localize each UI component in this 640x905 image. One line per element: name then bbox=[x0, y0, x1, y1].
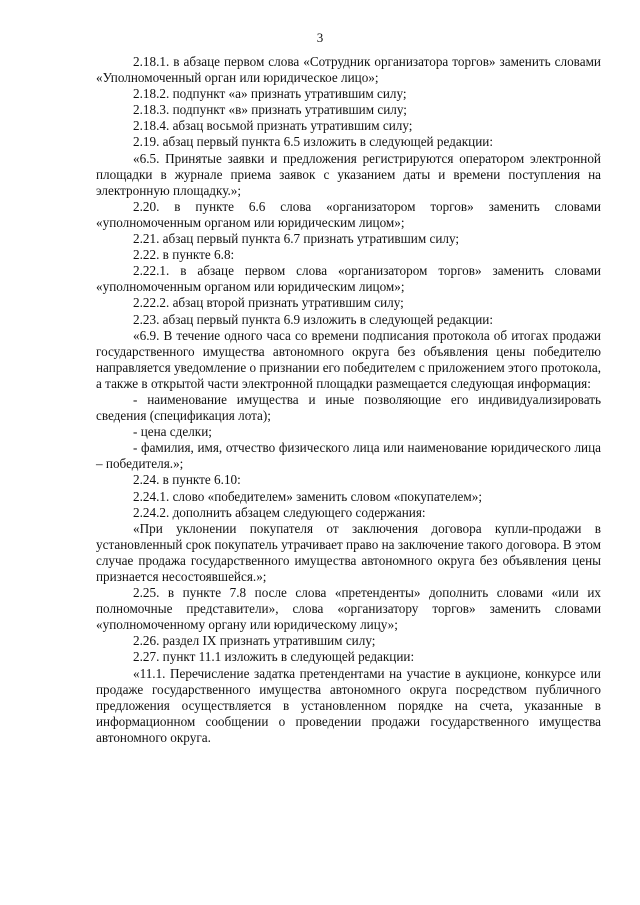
quote-evasion: «При уклонении покупателя от заключения договора купли-продажи в установленный срок покупатель утрачивает право на заключение такого договора. В этом случае продажа государственного имущества автономного округа без объявления цены признается несостоявшейся.»; bbox=[96, 520, 601, 584]
paragraph-2-24-2: 2.24.2. дополнить абзацем следующего содержания: bbox=[133, 504, 426, 520]
paragraph-2-24-1: 2.24.1. слово «победителем» заменить словом «покупателем»; bbox=[133, 488, 483, 504]
paragraph-2-21: 2.21. абзац первый пункта 6.7 признать утратившим силу; bbox=[133, 231, 460, 247]
list-item-name: - наименование имущества и иные позволяющие его индивидуализировать сведения (спецификация лота); bbox=[96, 391, 601, 424]
list-item-winner: - фамилия, имя, отчество физического лица или наименование юридического лица – победителя.»; bbox=[96, 440, 601, 472]
quote-6-5: «6.5. Принятые заявки и предложения регистрируются оператором электронной площадки в журнале приема заявок с указанием даты и времени поступления на электронную площадку.»; bbox=[96, 150, 601, 198]
paragraph-2-19: 2.19. абзац первый пункта 6.5 изложить в следующей редакции: bbox=[133, 134, 493, 150]
document-body bbox=[96, 54, 601, 746]
paragraph-2-26: 2.26. раздел IX признать утратившим силу; bbox=[133, 633, 376, 649]
paragraph-2-18-2: 2.18.2. подпункт «а» признать утратившим силу; bbox=[133, 86, 407, 102]
paragraph-2-25: 2.25. в пункте 7.8 после слова «претенденты» дополнить словами «или их полномочные представители», слова «организатору торгов» заменить словами «уполномоченному органу или юридическому лицу»; bbox=[96, 585, 601, 633]
paragraph-2-18-3: 2.18.3. подпункт «в» признать утратившим силу; bbox=[133, 102, 407, 118]
paragraph-2-20: 2.20. в пункте 6.6 слова «организатором торгов» заменить словами «уполномоченным органом или юридическим лицом»; bbox=[96, 198, 601, 230]
paragraph-2-27: 2.27. пункт 11.1 изложить в следующей редакции: bbox=[133, 649, 415, 665]
paragraph-2-23: 2.23. абзац первый пункта 6.9 изложить в следующей редакции: bbox=[133, 311, 493, 327]
paragraph-2-22-2: 2.22.2. абзац второй признать утратившим силу; bbox=[133, 295, 404, 311]
paragraph-2-22: 2.22. в пункте 6.8: bbox=[133, 247, 235, 263]
quote-6-9: «6.9. В течение одного часа со времени подписания протокола об итогах продажи государственного имущества автономного округа без объявления цены победителю направляется уведомление о признании его победителем с приложением этого протокола, а также в открытой части электронной площадки размещается следующая информация: bbox=[96, 327, 601, 391]
page-number: 3 bbox=[316, 30, 324, 45]
paragraph-2-18-4: 2.18.4. абзац восьмой признать утратившим силу; bbox=[133, 118, 413, 134]
paragraph-2-24: 2.24. в пункте 6.10: bbox=[133, 472, 241, 488]
list-item-price: - цена сделки; bbox=[133, 424, 212, 440]
quote-11-1: «11.1. Перечисление задатка претендентами на участие в аукционе, конкурсе или продаже государственного имущества автономного округа посредством публичного предложения осуществляется в установленном порядке на счета, указанные в информационном сообщении о проведении продажи государственного имущества автономного округа. bbox=[96, 665, 601, 745]
paragraph-2-18-1: 2.18.1. в абзаце первом слова «Сотрудник организатора торгов» заменить словами «Уполномоченный орган или юридическое лицо»; bbox=[96, 54, 601, 86]
paragraph-2-22-1: 2.22.1. в абзаце первом слова «организатором торгов» заменить словами «уполномоченным органом или юридическим лицом»; bbox=[96, 263, 601, 295]
